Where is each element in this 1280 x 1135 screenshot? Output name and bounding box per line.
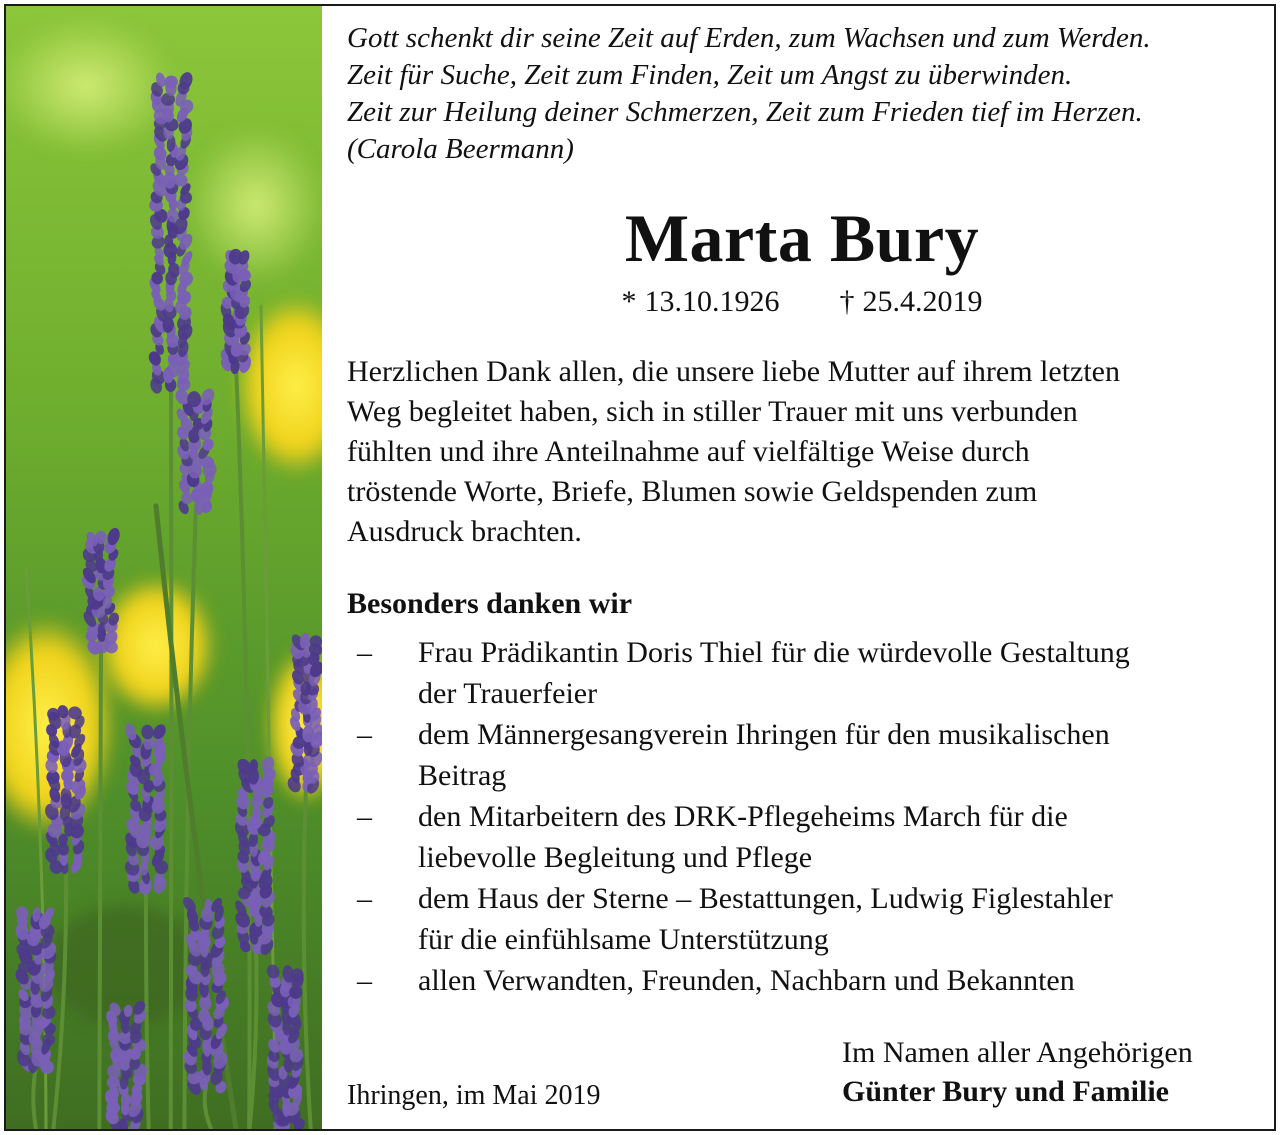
poem-line: Zeit zur Heilung deiner Schmerzen, Zeit zum Frieden tief im Herzen. [347,96,1143,128]
lavender-meadow-image [6,6,322,1129]
dash-bullet: – [357,718,372,751]
list-item [347,960,1257,1001]
life-dates [347,282,1257,322]
birth-star-icon: * [621,285,637,318]
poem [347,20,1257,168]
special-thanks-list [347,632,1257,1001]
poem-author: (Carola Beermann) [347,133,574,165]
signature-intro: Im Namen aller Angehörigen [842,1036,1193,1069]
list-item-line: allen Verwandten, Freunden, Nachbarn und Bekannten [418,964,1075,997]
thanks-line: Ausdruck brachten. [347,515,582,548]
place-and-date: Ihringen, im Mai 2019 [347,1080,601,1111]
list-item [347,714,1257,796]
thanks-line: Herzlichen Dank allen, die unsere liebe Mutter auf ihrem letzten [347,355,1120,388]
list-item-line: dem Haus der Sterne – Bestattungen, Ludwig Figlestahler [418,882,1113,915]
deceased-name: Marta Bury [624,200,980,276]
notice-content [347,6,1257,1129]
list-item [347,878,1257,960]
list-item-line: der Trauerfeier [418,677,598,710]
dash-bullet: – [357,964,372,997]
thanks-paragraph [347,352,1257,552]
list-item-line: für die einfühlsame Unterstützung [418,923,829,956]
poem-line: Gott schenkt dir seine Zeit auf Erden, zum Wachsen und zum Werden. [347,22,1151,54]
dash-bullet: – [357,882,372,915]
thanks-line: fühlten und ihre Anteilnahme auf vielfältige Weise durch [347,435,1030,468]
dash-bullet: – [357,800,372,833]
list-item-line: dem Männergesangverein Ihringen für den musikalischen [418,718,1110,751]
list-item-line: den Mitarbeitern des DRK-Pflegeheims March für die [418,800,1068,833]
list-item [347,632,1257,714]
lavender-stem [99,646,101,1129]
obituary-notice [4,4,1276,1131]
lavender-stem [171,386,172,1129]
list-item [347,796,1257,878]
list-item-line: liebevolle Begleitung und Pflege [418,841,813,874]
thanks-line: Weg begleitet haben, sich in stiller Trauer mit uns verbunden [347,395,1078,428]
signature-names: Günter Bury und Familie [842,1075,1169,1108]
thanks-line: tröstende Worte, Briefe, Blumen sowie Geldspenden zum [347,475,1038,508]
dash-bullet: – [357,636,372,669]
special-thanks-heading: Besonders danken wir [347,587,633,620]
poem-line: Zeit für Suche, Zeit zum Finden, Zeit um Angst zu überwinden. [347,59,1073,91]
death-cross-icon: † [839,285,855,318]
birth-date: 13.10.1926 [644,285,780,318]
list-item-line: Beitrag [418,759,507,792]
list-item-line: Frau Prädikantin Doris Thiel für die würdevolle Gestaltung [418,636,1130,669]
death-date: 25.4.2019 [862,285,983,318]
